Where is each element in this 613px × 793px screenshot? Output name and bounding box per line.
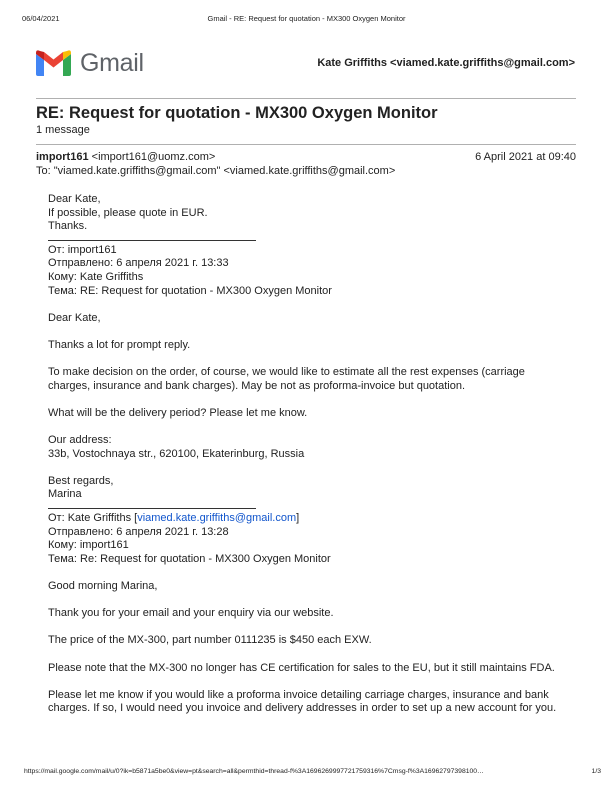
gmail-m-logo-icon — [36, 50, 71, 76]
body-line: The price of the MX-300, part number 0111235 is $450 each EXW. — [48, 634, 372, 647]
body-line: If possible, please quote in EUR. — [48, 206, 208, 219]
body-line: Thank you for your email and your enquiry via our website. — [48, 607, 334, 620]
page-number: 1/3 — [591, 768, 601, 775]
email-link[interactable]: viamed.kate.griffiths@gmail.com — [137, 512, 297, 525]
print-header — [0, 14, 613, 26]
quoted-subject: Тема: Re: Request for quotation - MX300 Oxygen Monitor — [48, 552, 331, 565]
quoted-sent: Отправлено: 6 апреля 2021 г. 13:33 — [48, 257, 229, 270]
quoted-from — [48, 512, 568, 526]
quoted-from: От: import161 — [48, 243, 117, 256]
body-paragraph: Please let me know if you would like a proforma invoice detailing carriage charges, insurance and bank charges. If so, I would need you invoice and delivery addresses in order to set up a new account for you. — [48, 688, 557, 715]
quoted-sent: Отправлено: 6 апреля 2021 г. 13:28 — [48, 525, 229, 538]
quote-separator — [48, 502, 256, 509]
sender-name: import161 — [36, 151, 89, 163]
print-url: https://mail.google.com/mail/u/0?ik=b5871a5be0&view=pt&search=all&permthid=thread-f%3A1696269997721759316%7Cmsg-f%3A16962797398100… — [24, 768, 484, 775]
body-line: Thanks. — [48, 220, 88, 233]
gmail-logo — [36, 48, 146, 78]
address: 33b, Vostochnaya str., 620100, Ekaterinburg, Russia — [48, 447, 305, 460]
message-date: 6 April 2021 at 09:40 — [475, 151, 576, 163]
thread-subject: RE: Request for quotation - MX300 Oxygen Monitor — [36, 104, 438, 122]
quoted-subject: Тема: RE: Request for quotation - MX300 Oxygen Monitor — [48, 284, 332, 297]
quoted-to: Кому: Kate Griffiths — [48, 270, 144, 283]
address-label: Our address: — [48, 434, 112, 447]
account-identity: Kate Griffiths <viamed.kate.griffiths@gmail.com> — [317, 57, 575, 69]
print-title: Gmail - RE: Request for quotation - MX300 Oxygen Monitor — [207, 14, 406, 23]
quote-separator — [48, 234, 256, 241]
body-line: Dear Kate, — [48, 193, 101, 205]
body-line: Thanks a lot for prompt reply. — [48, 338, 191, 351]
message-count: 1 message — [36, 124, 90, 136]
body-line: What will be the delivery period? Please let me know. — [48, 406, 308, 419]
gmail-wordmark: Gmail — [80, 48, 144, 77]
body-line: Good morning Marina, — [48, 580, 158, 593]
signoff: Best regards, — [48, 474, 114, 487]
quoted-to: Кому: import161 — [48, 539, 129, 552]
message-recipient: To: "viamed.kate.griffiths@gmail.com" <viamed.kate.griffiths@gmail.com> — [36, 165, 396, 177]
message-body — [48, 193, 568, 716]
message-sender — [36, 151, 215, 163]
divider — [36, 98, 576, 99]
quoted-from-prefix: От: Kate Griffiths [ — [48, 512, 138, 525]
print-date: 06/04/2021 — [22, 14, 60, 23]
body-paragraph: Please note that the MX-300 no longer has CE certification for sales to the EU, but it still maintains FDA. — [48, 661, 555, 674]
body-line: Dear Kate, — [48, 311, 101, 324]
divider — [36, 144, 576, 145]
body-paragraph: To make decision on the order, of course, we would like to estimate all the rest expenses (carriage charges, insurance and bank charges). May be not as proforma-invoice but quotation. — [48, 366, 525, 392]
signature: Marina — [48, 488, 82, 501]
sender-email: <import161@uomz.com> — [91, 151, 216, 163]
quoted-from-suffix: ] — [296, 512, 300, 525]
